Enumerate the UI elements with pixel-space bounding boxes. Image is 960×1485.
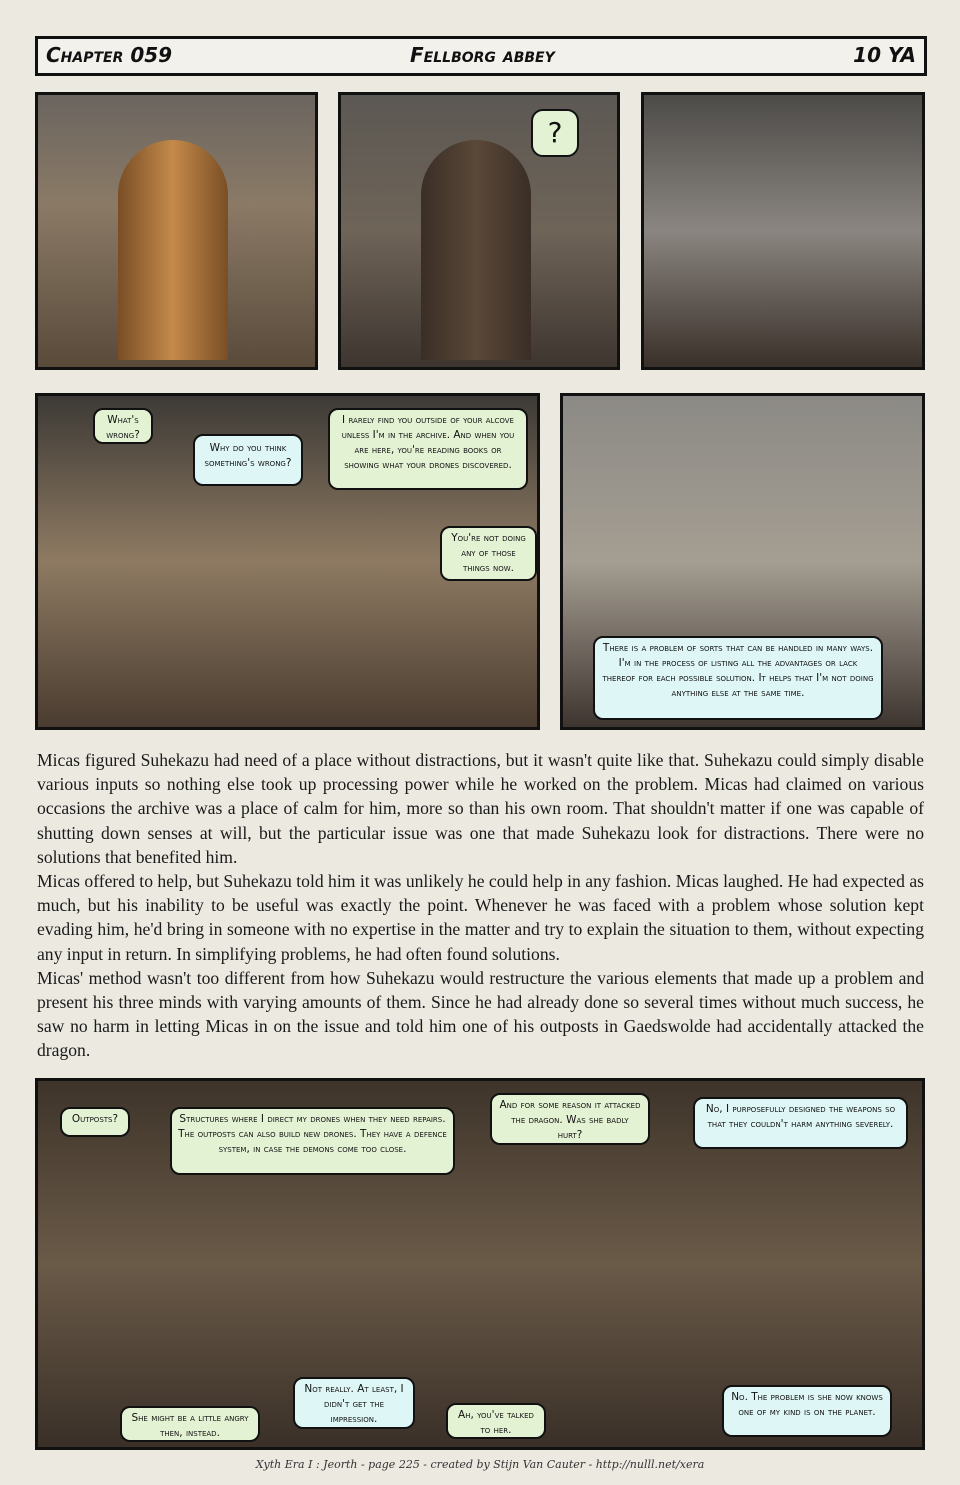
speech-bubble: Structures where I direct my drones when they need repairs. The outposts can also build new drones. They have a defence system, in case the demons come too close. — [170, 1107, 455, 1175]
speech-bubble: ? — [531, 109, 579, 157]
doorway-illustration — [421, 140, 531, 360]
footer-credit: Xyth Era I : Jeorth - page 225 - created by Stijn Van Cauter - http://nulll.net/xera — [255, 1458, 705, 1471]
prose-text — [37, 748, 924, 1063]
speech-bubble: You're not doing any of those things now. — [440, 526, 537, 581]
chapter-header — [35, 36, 927, 76]
panel-door — [35, 92, 318, 370]
panel-micas-books — [338, 92, 620, 370]
speech-bubble: And for some reason it attacked the dragon. Was she badly hurt? — [490, 1093, 650, 1145]
speech-bubble: Why do you think something's wrong? — [193, 434, 303, 486]
speech-bubble: No, I purposefully designed the weapons so that they couldn't harm anything severely. — [693, 1097, 908, 1149]
speech-bubble: What's wrong? — [93, 408, 153, 444]
speech-bubble: No. The problem is she now knows one of my kind is on the planet. — [722, 1385, 892, 1437]
paragraph: Micas figured Suhekazu had need of a place without distractions, but it wasn't quite like that. Suhekazu could simply disable various inputs so nothing else took up processing power while he worked on the problem. Micas had claimed on various occasions the archive was a place of calm for him, more so than his own room. That shouldn't matter if one was capable of shutting down senses at will, but the particular issue was one that made Suhekazu look for distractions. There were no solutions that benefited him. — [37, 750, 924, 867]
time-label: 10 YA — [853, 43, 916, 67]
speech-bubble: She might be a little angry then, instead. — [120, 1406, 260, 1442]
location: Fellborg abbey — [410, 43, 555, 67]
panel-desk — [35, 1078, 925, 1450]
speech-bubble: Not really. At least, I didn't get the impression. — [293, 1377, 415, 1429]
speech-bubble: There is a problem of sorts that can be handled in many ways. I'm in the process of listing all the advantages or lack thereof for each possible solution. It helps that I'm not doing anything else at the same time. — [593, 636, 883, 720]
speech-bubble: Ah, you've talked to her. — [446, 1403, 546, 1439]
chapter-number: Chapter 059 — [46, 43, 173, 67]
panel-archive — [35, 393, 540, 730]
speech-bubble: I rarely find you outside of your alcove unless I'm in the archive. And when you are here, you're reading books or showing what your drones discovered. — [328, 408, 528, 490]
panel-balcony — [641, 92, 925, 370]
panel-suhekazu — [560, 393, 925, 730]
door-illustration — [118, 140, 228, 360]
speech-bubble: Outposts? — [60, 1107, 130, 1137]
paragraph: Micas' method wasn't too different from how Suhekazu would restructure the various elements that made up a problem and present his three minds with varying amounts of them. Since he had already done so several times without much success, he saw no harm in letting Micas in on the issue and told him one of his outposts in Gaedswolde had accidentally attacked the dragon. — [37, 967, 924, 1061]
paragraph: Micas offered to help, but Suhekazu told him it was unlikely he could help in any fashion. Micas laughed. He had expected as much, but his inability to be useful was exactly the point. Whenever he was faced with a problem whose solution kept evading him, he'd bring in someone with no expertise in the matter and try to explain the situation to them, without expecting any input in return. In simplifying problems, he had often found solutions. — [37, 871, 924, 964]
